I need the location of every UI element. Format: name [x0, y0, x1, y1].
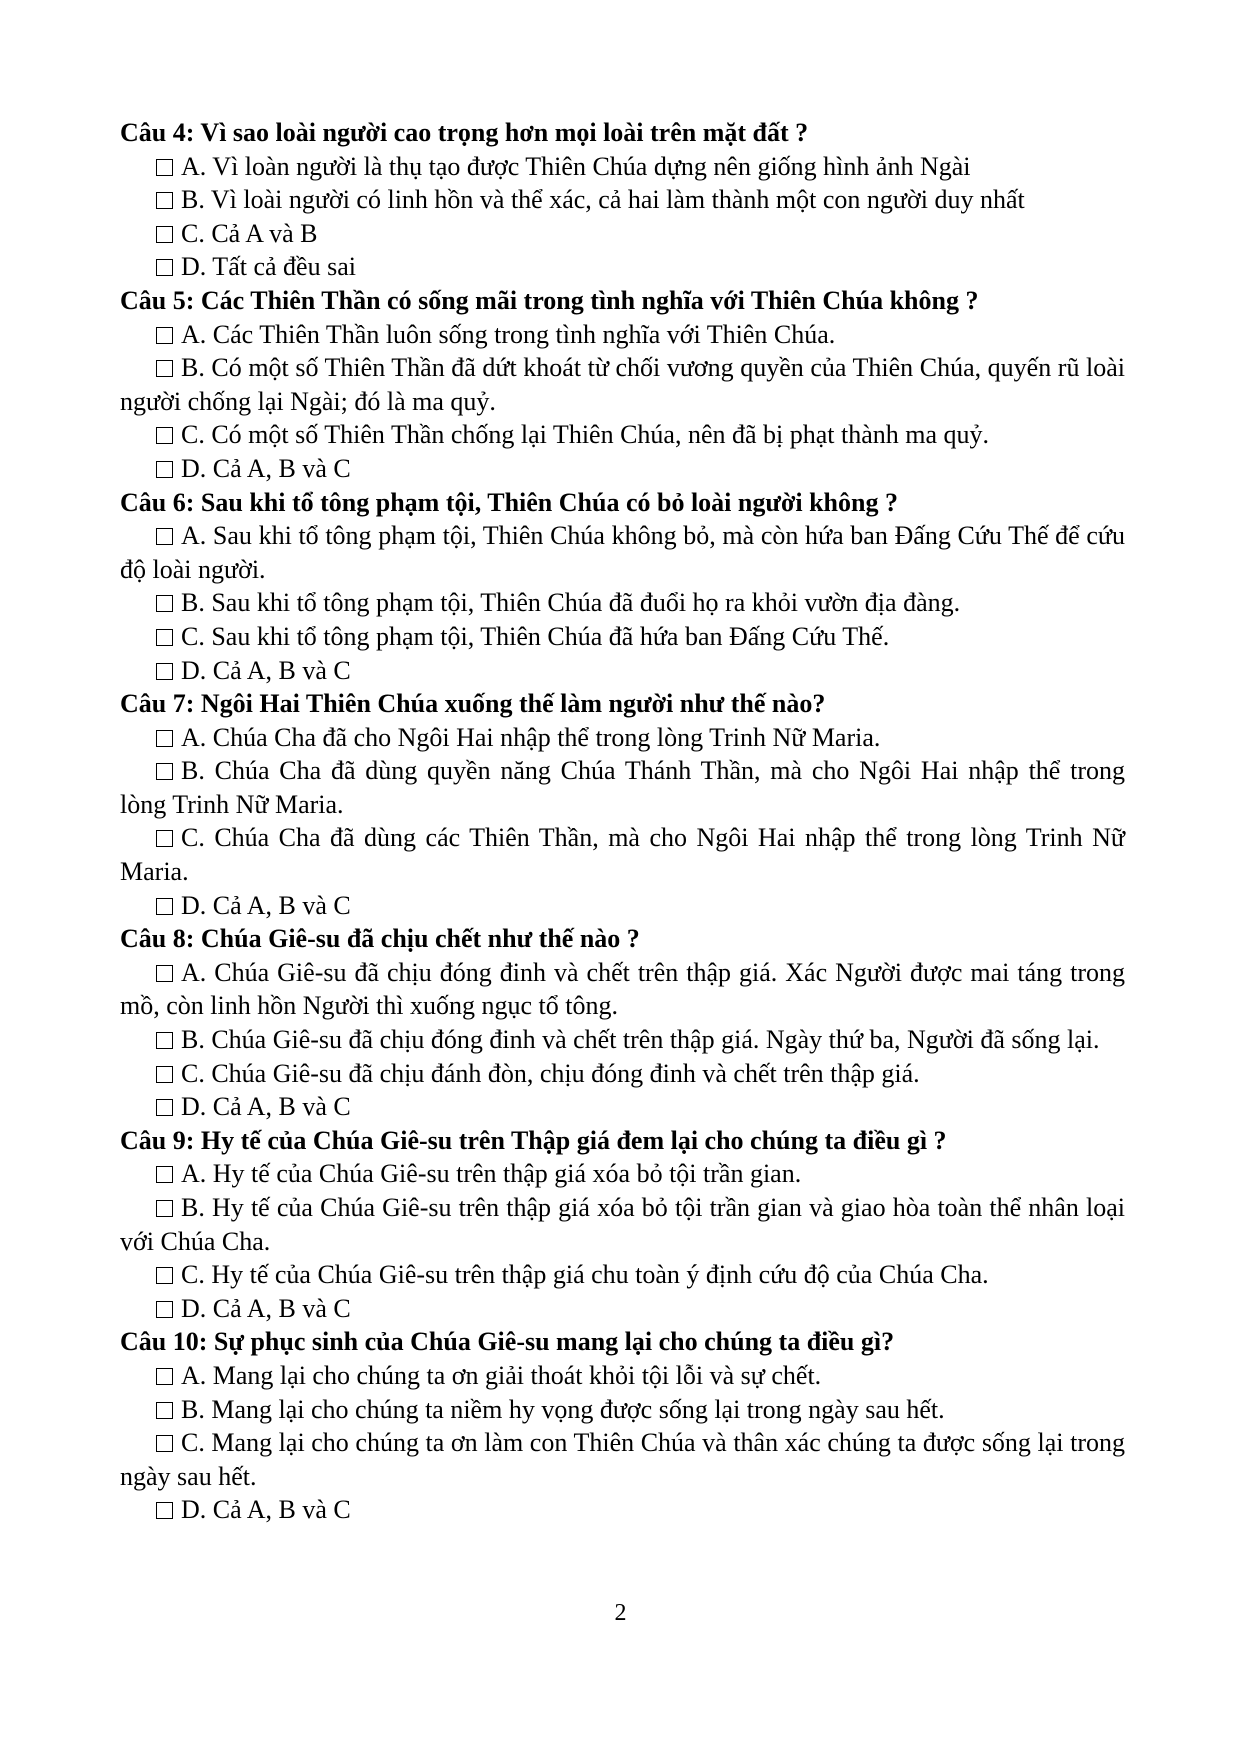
option-text: B. Sau khi tổ tông phạm tội, Thiên Chúa đã đuổi họ ra khỏi vườn địa đàng.	[181, 588, 961, 618]
option-text: C. Cả A và B	[181, 218, 318, 248]
option-text: B. Vì loài người có linh hồn và thể xác, cả hai làm thành một con người duy nhất	[181, 185, 1025, 215]
option-a	[120, 1157, 1125, 1191]
option-text: C. Hy tế của Chúa Giê-su trên thập giá chu toàn ý định cứu độ của Chúa Cha.	[181, 1260, 989, 1290]
option-text: A. Vì loàn người là thụ tạo được Thiên Chúa dựng nên giống hình ảnh Ngài	[181, 151, 971, 181]
option-c	[120, 821, 1125, 888]
option-text: D. Cả A, B và C	[181, 453, 351, 483]
option-text: D. Cả A, B và C	[181, 890, 351, 920]
option-text: A. Hy tế của Chúa Giê-su trên thập giá xóa bỏ tội trần gian.	[181, 1159, 802, 1189]
checkbox-icon[interactable]	[156, 1200, 173, 1217]
option-text: B. Mang lại cho chúng ta niềm hy vọng được sống lại trong ngày sau hết.	[181, 1394, 945, 1424]
question-title: Câu 7: Ngôi Hai Thiên Chúa xuống thế làm người như thế nào?	[120, 689, 826, 719]
checkbox-icon[interactable]	[156, 259, 173, 276]
option-d	[120, 452, 1125, 486]
question-6	[120, 486, 1125, 688]
checkbox-icon[interactable]	[156, 1502, 173, 1519]
option-text: C. Mang lại cho chúng ta ơn làm con Thiên Chúa và thân xác chúng ta được sống lại trong ngày sau hết.	[120, 1428, 1125, 1491]
question-title: Câu 4: Vì sao loài người cao trọng hơn mọi loài trên mặt đất ?	[120, 118, 809, 147]
checkbox-icon[interactable]	[156, 730, 173, 747]
checkbox-icon[interactable]	[156, 1435, 173, 1452]
question-title: Câu 6: Sau khi tổ tông phạm tội, Thiên Chúa có bỏ loài người không ?	[120, 487, 898, 517]
option-text: A. Sau khi tổ tông phạm tội, Thiên Chúa không bỏ, mà còn hứa ban Đấng Cứu Thế để cứu độ loài người.	[120, 521, 1125, 584]
page-number: 2	[614, 1600, 627, 1626]
option-c	[120, 1258, 1125, 1292]
checkbox-icon[interactable]	[156, 192, 173, 209]
checkbox-icon[interactable]	[156, 1301, 173, 1318]
question-10	[120, 1325, 1125, 1527]
checkbox-icon[interactable]	[156, 830, 173, 847]
checkbox-icon[interactable]	[156, 1368, 173, 1385]
option-b	[120, 1023, 1125, 1057]
option-a	[120, 1359, 1125, 1393]
option-a	[120, 519, 1125, 586]
option-text: B. Hy tế của Chúa Giê-su trên thập giá xóa bỏ tội trần gian và giao hòa toàn thể nhân loại với Chúa Cha.	[120, 1193, 1125, 1256]
option-text: C. Chúa Giê-su đã chịu đánh đòn, chịu đóng đinh và chết trên thập giá.	[181, 1058, 920, 1088]
option-text: C. Có một số Thiên Thần chống lại Thiên Chúa, nên đã bị phạt thành ma quỷ.	[181, 420, 990, 450]
question-9	[120, 1124, 1125, 1326]
option-text: C. Sau khi tổ tông phạm tội, Thiên Chúa đã hứa ban Đấng Cứu Thế.	[181, 621, 890, 651]
checkbox-icon[interactable]	[156, 427, 173, 444]
option-b	[120, 1191, 1125, 1258]
option-text: D. Tất cả đều sai	[181, 252, 356, 282]
checkbox-icon[interactable]	[156, 763, 173, 780]
option-text: A. Chúa Cha đã cho Ngôi Hai nhập thể trong lòng Trinh Nữ Maria.	[181, 722, 881, 752]
question-7	[120, 687, 1125, 922]
option-d	[120, 654, 1125, 688]
option-b	[120, 586, 1125, 620]
option-d	[120, 250, 1125, 284]
option-text: A. Chúa Giê-su đã chịu đóng đinh và chết trên thập giá. Xác Người được mai táng trong mồ, còn linh hồn Người thì xuống ngục tổ tông.	[120, 957, 1125, 1021]
option-a	[120, 956, 1125, 1023]
question-title: Câu 5: Các Thiên Thần có sống mãi trong tình nghĩa với Thiên Chúa không ?	[120, 285, 979, 315]
option-c	[120, 620, 1125, 654]
checkbox-icon[interactable]	[156, 965, 173, 982]
option-c	[120, 217, 1125, 251]
checkbox-icon[interactable]	[156, 461, 173, 478]
checkbox-icon[interactable]	[156, 1066, 173, 1083]
question-4	[120, 116, 1125, 284]
checkbox-icon[interactable]	[156, 663, 173, 680]
checkbox-icon[interactable]	[156, 898, 173, 915]
checkbox-icon[interactable]	[156, 327, 173, 344]
checkbox-icon[interactable]	[156, 528, 173, 545]
checkbox-icon[interactable]	[156, 1166, 173, 1183]
option-c	[120, 1426, 1125, 1493]
checkbox-icon[interactable]	[156, 360, 173, 377]
option-d	[120, 889, 1125, 923]
question-title: Câu 8: Chúa Giê-su đã chịu chết như thế nào ?	[120, 924, 640, 954]
option-d	[120, 1292, 1125, 1326]
option-text: A. Mang lại cho chúng ta ơn giải thoát khỏi tội lỗi và sự chết.	[181, 1360, 822, 1390]
option-text: D. Cả A, B và C	[181, 1092, 351, 1122]
option-b	[120, 1393, 1125, 1427]
option-c	[120, 1057, 1125, 1091]
checkbox-icon[interactable]	[156, 1267, 173, 1284]
option-a	[120, 721, 1125, 755]
option-text: C. Chúa Cha đã dùng các Thiên Thần, mà cho Ngôi Hai nhập thể trong lòng Trinh Nữ Maria.	[120, 823, 1125, 887]
option-text: B. Có một số Thiên Thần đã dứt khoát từ chối vương quyền của Thiên Chúa, quyến rũ loài người chống lại Ngài; đó là ma quỷ.	[120, 353, 1125, 416]
checkbox-icon[interactable]	[156, 1032, 173, 1049]
option-b	[120, 183, 1125, 217]
option-d	[120, 1090, 1125, 1124]
option-text: D. Cả A, B và C	[181, 1293, 351, 1323]
checkbox-icon[interactable]	[156, 226, 173, 243]
option-a	[120, 318, 1125, 352]
checkbox-icon[interactable]	[156, 629, 173, 646]
checkbox-icon[interactable]	[156, 159, 173, 176]
option-text: B. Chúa Giê-su đã chịu đóng đinh và chết trên thập giá. Ngày thứ ba, Người đã sống lại.	[181, 1025, 1100, 1055]
question-title: Câu 10: Sự phục sinh của Chúa Giê-su mang lại cho chúng ta điều gì?	[120, 1327, 895, 1357]
question-5	[120, 284, 1125, 486]
option-d	[120, 1493, 1125, 1527]
question-title: Câu 9: Hy tế của Chúa Giê-su trên Thập giá đem lại cho chúng ta điều gì ?	[120, 1125, 947, 1155]
option-b	[120, 754, 1125, 821]
checkbox-icon[interactable]	[156, 1099, 173, 1116]
question-8	[120, 922, 1125, 1124]
option-a	[120, 150, 1125, 184]
option-b	[120, 351, 1125, 418]
option-text: A. Các Thiên Thần luôn sống trong tình nghĩa với Thiên Chúa.	[181, 319, 836, 349]
option-text: D. Cả A, B và C	[181, 655, 351, 685]
option-c	[120, 418, 1125, 452]
option-text: D. Cả A, B và C	[181, 1495, 351, 1525]
document-page	[120, 116, 1125, 1527]
checkbox-icon[interactable]	[156, 1402, 173, 1419]
option-text: B. Chúa Cha đã dùng quyền năng Chúa Thánh Thần, mà cho Ngôi Hai nhập thể trong lòng Trinh Nữ Maria.	[120, 756, 1125, 819]
checkbox-icon[interactable]	[156, 595, 173, 612]
